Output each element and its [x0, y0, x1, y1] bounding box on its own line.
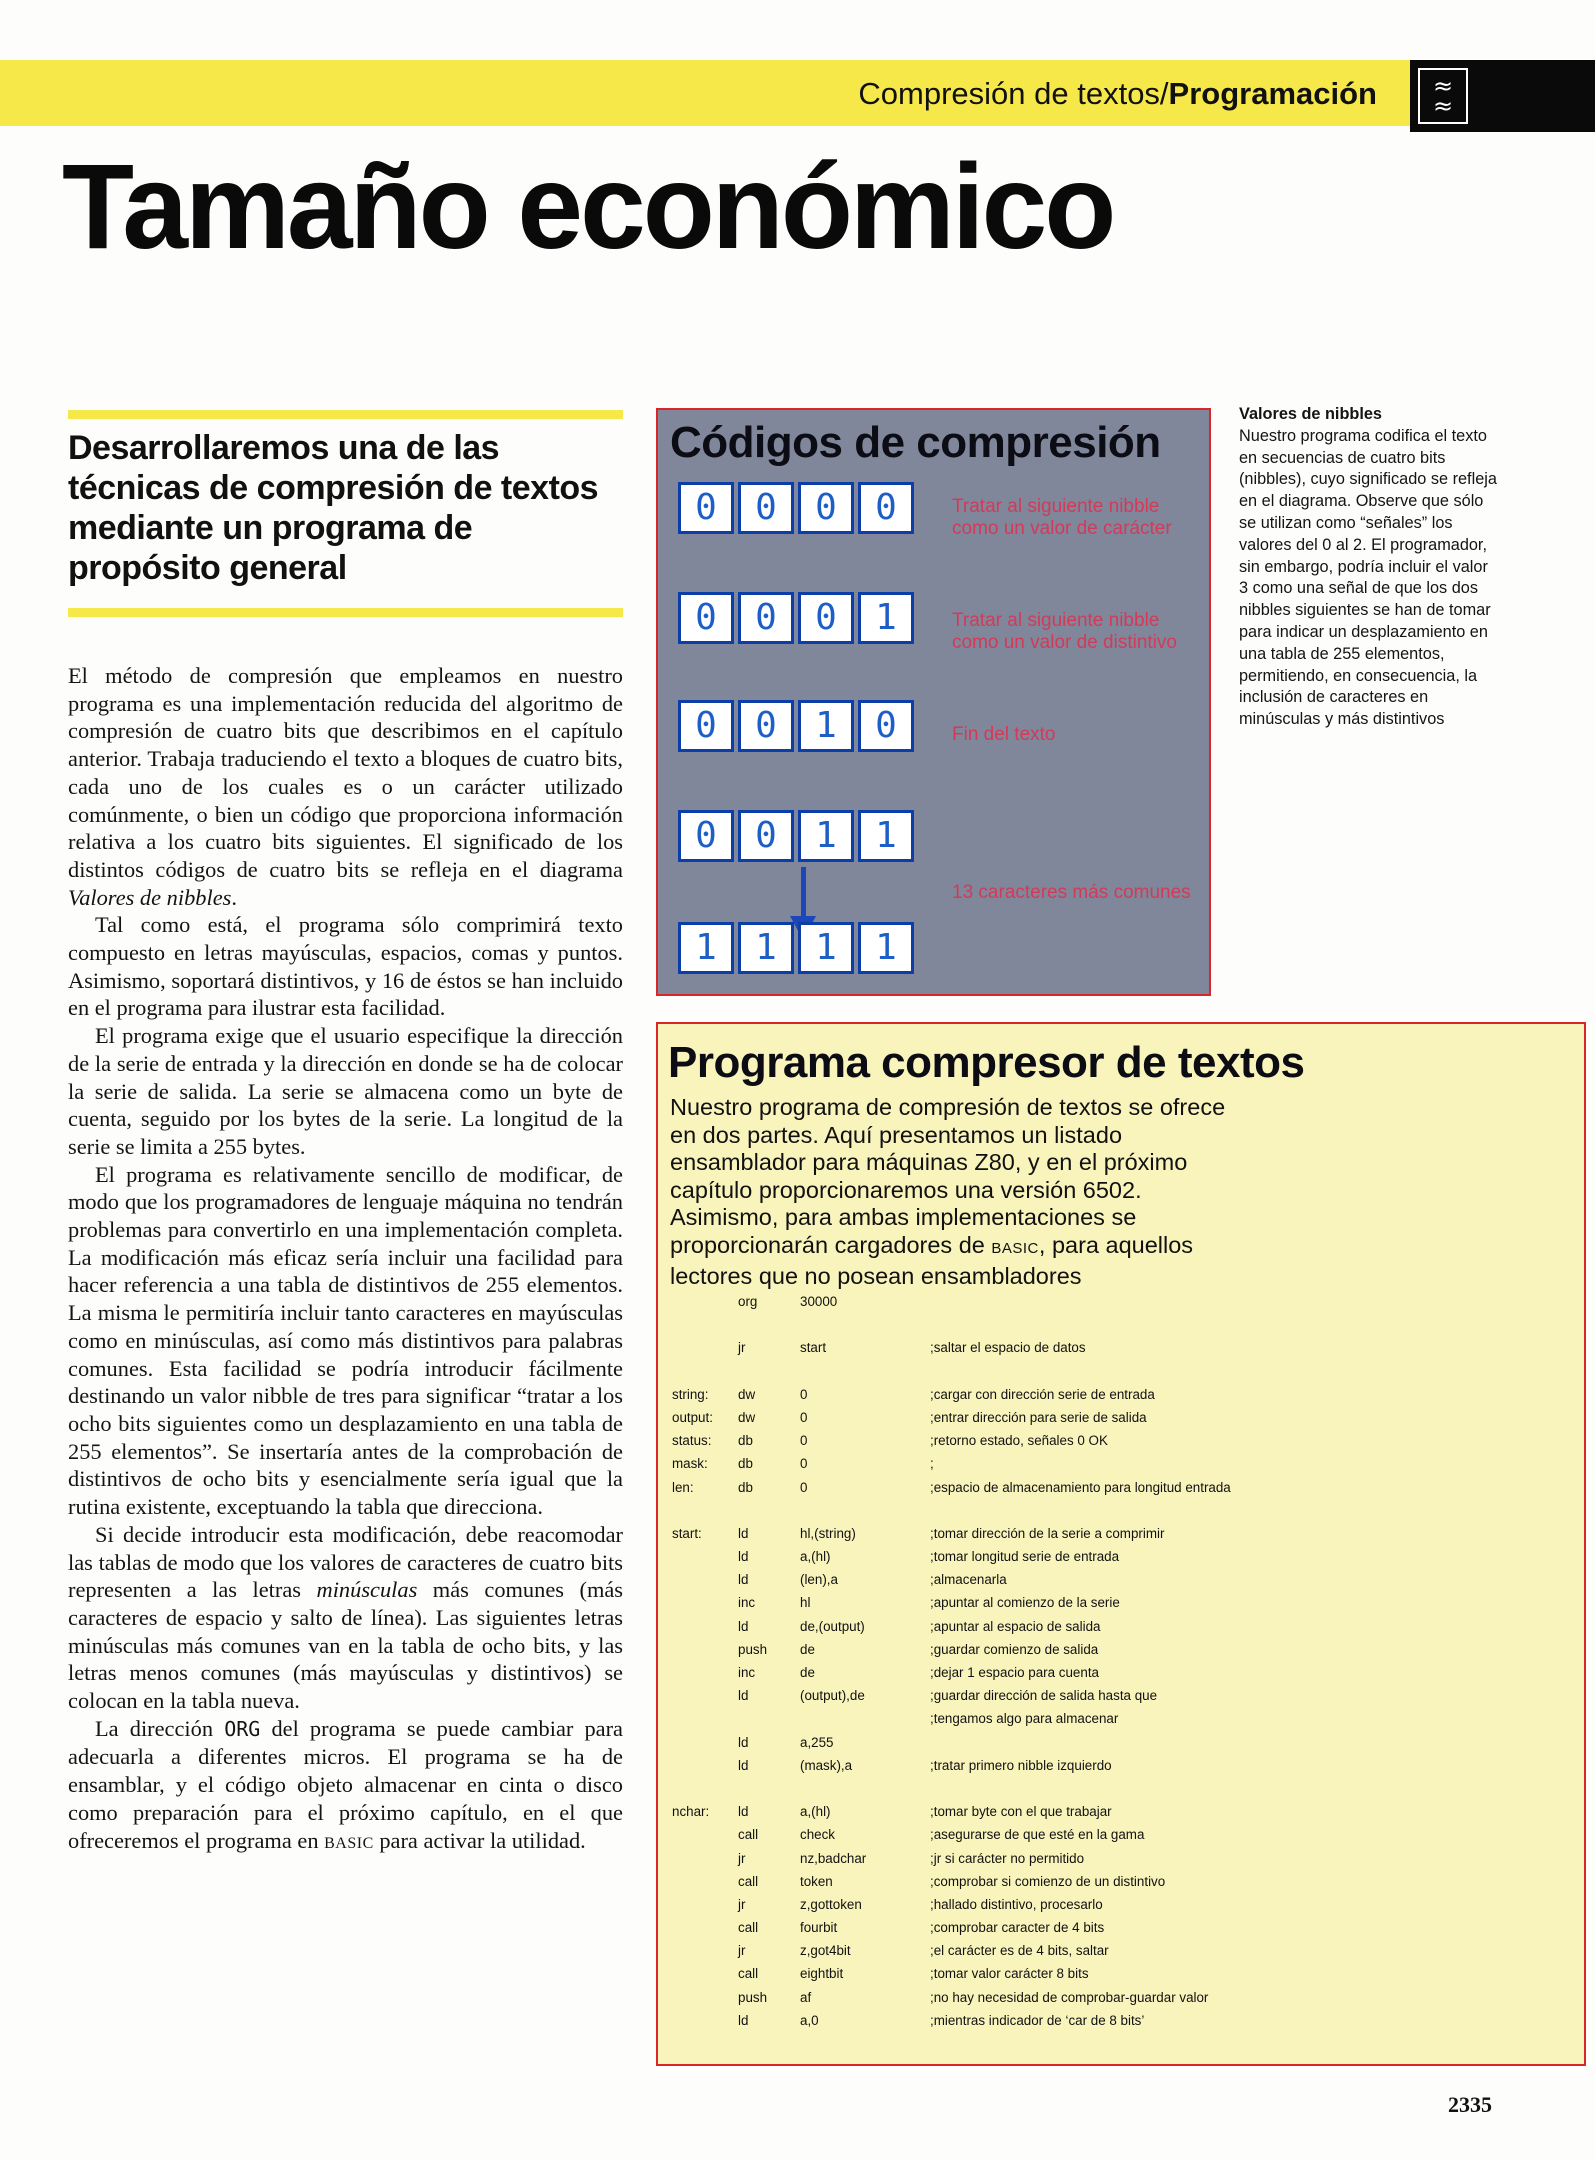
nibble-bit: 0 — [678, 810, 734, 862]
listing-line — [672, 1851, 1370, 1874]
series-logo-icon: ≈ ≈ — [1418, 68, 1468, 124]
listing-label: mask: — [672, 1456, 708, 1472]
listing-comment: ;entrar dirección para serie de salida — [930, 1409, 1147, 1425]
listing-comment — [930, 1503, 1370, 1526]
program-title: Programa compresor de textos — [668, 1038, 1305, 1087]
listing-operand: 0 — [800, 1479, 808, 1495]
standfirst: Desarrollaremos una de las técnicas de compresión de textos mediante un programa de propósito general — [68, 429, 599, 587]
listing-comment: ;tomar longitud serie de entrada — [930, 1549, 1120, 1565]
listing-comment: ;apuntar al espacio de salida — [930, 1618, 1101, 1634]
listing-operand — [800, 1711, 930, 1734]
listing-comment — [930, 1364, 1370, 1387]
nibble-label: Tratar al siguiente nibble como un valor de distintivo — [952, 610, 1177, 653]
nibble-label: 13 caracteres más comunes — [952, 882, 1191, 903]
nibble-bit: 1 — [678, 922, 734, 974]
nibble-bit: 1 — [858, 922, 914, 974]
listing-operand: (output),de — [800, 1688, 865, 1704]
listing-line — [672, 1364, 1370, 1387]
listing-label — [672, 1340, 738, 1363]
listing-line — [672, 1595, 1370, 1618]
listing-operand — [800, 1503, 930, 1526]
listing-line — [672, 1549, 1370, 1572]
listing-operand: token — [800, 1873, 833, 1889]
listing-comment: ;guardar dirección de salida hasta que — [930, 1688, 1158, 1704]
listing-label — [672, 1595, 738, 1618]
listing-comment: ;almacenarla — [930, 1572, 1007, 1588]
listing-opcode: ld — [738, 1757, 749, 1773]
listing-line — [672, 2013, 1370, 2036]
section-name: Compresión de textos/ — [858, 76, 1169, 111]
program-intro: Nuestro programa de compresión de textos se ofrece en dos partes. Aquí presentamos un listado ensamblador para máquinas Z80, y en el próximo capítulo proporcionaremos una versión 6502. Asimismo, para ambas implementaciones se proporcionarán cargadores de BASIC, para aquellos lectores que no posean ensambladores — [670, 1094, 1226, 1289]
standfirst-rule-bottom — [68, 608, 623, 617]
listing-comment: ;espacio de almacenamiento para longitud entrada — [930, 1479, 1231, 1495]
listing-line — [672, 1688, 1370, 1711]
listing-label — [672, 1619, 738, 1642]
listing-comment: ;tengamos algo para almacenar — [930, 1711, 1119, 1727]
listing-label: output: — [672, 1409, 713, 1425]
listing-comment: ;cargar con dirección serie de entrada — [930, 1386, 1155, 1402]
listing-line — [672, 1874, 1370, 1897]
listing-comment: ;jr si carácter no permitido — [930, 1850, 1085, 1866]
listing-label — [672, 1294, 738, 1317]
nibble-bit: 0 — [798, 592, 854, 644]
listing-label: string: — [672, 1386, 709, 1402]
listing-operand: (mask),a — [800, 1757, 853, 1773]
listing-line — [672, 1410, 1370, 1433]
listing-comment: ;dejar 1 espacio para cuenta — [930, 1665, 1099, 1680]
listing-opcode: inc — [738, 1665, 756, 1680]
listing-line — [672, 1781, 1370, 1804]
listing-line — [672, 1503, 1370, 1526]
listing-opcode — [738, 1364, 800, 1387]
listing-comment: ;guardar comienzo de salida — [930, 1641, 1099, 1657]
nibble-row — [678, 592, 914, 644]
nibble-bit: 0 — [738, 482, 794, 534]
listing-opcode — [738, 1781, 800, 1804]
listing-line — [672, 1665, 1370, 1688]
listing-opcode: jr — [738, 1896, 746, 1912]
body-paragraph: El programa exige que el usuario especifique la dirección de la serie de entrada y la dirección en donde se ha de colocar la serie de salida. La serie se almacena como un byte de cuenta, seguido por los bytes de la serie. La longitud de la serie se limita a 255 bytes. — [68, 1023, 623, 1159]
listing-operand: start — [800, 1340, 827, 1356]
listing-label — [672, 1665, 738, 1688]
listing-opcode: push — [738, 1641, 768, 1657]
listing-operand: 30000 — [800, 1294, 838, 1309]
listing-comment: ;mientras indicador de ‘car de 8 bits’ — [930, 2012, 1145, 2028]
body-paragraph: Si decide introducir esta modificación, debe reacomodar las tablas de modo que los valores de caracteres de cuatro bits representen a las letras minúsculas más comunes (más caracteres de espacio y salto de línea). Las siguientes letras minúsculas más comunes van en la tabla de ocho bits, y las letras menos comunes (más mayúsculas y distintivos) se colocan en la tabla nueva. — [68, 1521, 624, 1714]
listing-operand: z,got4bit — [800, 1943, 851, 1959]
standfirst-rule-top — [68, 410, 623, 419]
listing-opcode: ld — [738, 1734, 749, 1750]
listing-opcode: db — [738, 1433, 753, 1449]
listing-operand: z,gottoken — [800, 1896, 862, 1912]
listing-comment: ;hallado distintivo, procesarlo — [930, 1896, 1103, 1912]
listing-label — [672, 1503, 738, 1526]
listing-line — [672, 1433, 1370, 1456]
listing-label — [672, 1851, 738, 1874]
nibble-bit: 0 — [738, 700, 794, 752]
listing-operand — [800, 1781, 930, 1804]
listing-operand: 0 — [800, 1409, 808, 1425]
diagram-title: Códigos de compresión — [670, 418, 1161, 467]
body-paragraph: Tal como está, el programa sólo comprimirá texto compuesto en letras mayúsculas, espacios, comas y puntos. Asimismo, soportará distintivos, y 16 de éstos se han incluido en el programa para ilustrar esta facilidad. — [68, 912, 623, 1021]
listing-opcode: ld — [738, 1525, 749, 1541]
nibble-bit: 0 — [738, 592, 794, 644]
nibble-label: Tratar al siguiente nibble como un valor de carácter — [952, 496, 1172, 539]
listing-opcode: org — [738, 1294, 758, 1309]
listing-comment — [930, 1294, 1370, 1317]
listing-label — [672, 1990, 738, 2013]
listing-label — [672, 1827, 738, 1850]
listing-operand: a,(hl) — [800, 1549, 831, 1565]
listing-label — [672, 1549, 738, 1572]
listing-label — [672, 1758, 738, 1781]
page-title: Tamaño económico — [62, 139, 1114, 275]
listing-comment: ;retorno estado, señales 0 OK — [930, 1433, 1108, 1449]
listing-operand: 0 — [800, 1456, 808, 1472]
listing-operand: fourbit — [800, 1920, 838, 1936]
assembly-listing — [672, 1294, 1370, 2036]
program-box — [656, 1022, 1586, 2066]
listing-line — [672, 1619, 1370, 1642]
listing-operand: 0 — [800, 1433, 808, 1449]
listing-opcode: db — [738, 1456, 753, 1472]
listing-opcode — [738, 1317, 800, 1340]
page-number: 2335 — [1448, 2092, 1492, 2117]
section-title — [858, 76, 1377, 112]
section-category: Programación — [1168, 76, 1377, 111]
listing-operand: (len),a — [800, 1572, 838, 1588]
listing-line — [672, 1526, 1370, 1549]
listing-operand: de,(output) — [800, 1618, 865, 1634]
listing-line — [672, 1387, 1370, 1410]
diagram-caption — [1239, 404, 1501, 731]
listing-operand: af — [800, 1989, 812, 2005]
listing-comment: ;no hay necesidad de comprobar-guardar valor — [930, 1989, 1209, 2005]
listing-opcode: dw — [738, 1409, 756, 1425]
listing-label — [672, 1572, 738, 1595]
listing-comment — [930, 1781, 1370, 1804]
listing-comment: ;asegurarse de que esté en la gama — [930, 1827, 1145, 1843]
listing-opcode: ld — [738, 1572, 749, 1588]
listing-label — [672, 1943, 738, 1966]
listing-line — [672, 1897, 1370, 1920]
listing-operand: hl — [800, 1595, 811, 1611]
nibble-bit: 0 — [678, 700, 734, 752]
listing-operand: 0 — [800, 1386, 808, 1402]
listing-label: status: — [672, 1433, 712, 1449]
listing-opcode: call — [738, 1920, 759, 1936]
listing-line — [672, 1711, 1370, 1734]
listing-label — [672, 2013, 738, 2036]
listing-label: nchar: — [672, 1804, 710, 1820]
listing-line — [672, 1456, 1370, 1479]
listing-opcode: call — [738, 1873, 759, 1889]
listing-comment — [930, 1735, 1370, 1758]
nibble-bit: 1 — [798, 810, 854, 862]
listing-comment: ;saltar el espacio de datos — [930, 1340, 1086, 1356]
listing-operand: de — [800, 1641, 815, 1657]
nibble-bit: 1 — [798, 922, 854, 974]
listing-line — [672, 1572, 1370, 1595]
listing-operand: eightbit — [800, 1966, 844, 1982]
nibble-bit: 1 — [738, 922, 794, 974]
listing-operand: de — [800, 1665, 815, 1680]
listing-comment — [930, 1317, 1370, 1340]
listing-opcode: ld — [738, 1804, 749, 1820]
nibble-bit: 1 — [858, 810, 914, 862]
listing-comment: ;tomar valor carácter 8 bits — [930, 1966, 1089, 1982]
listing-line — [672, 1480, 1370, 1503]
listing-comment: ;comprobar caracter de 4 bits — [930, 1920, 1105, 1936]
listing-comment: ;tratar primero nibble izquierdo — [930, 1757, 1112, 1773]
listing-label — [672, 1317, 738, 1340]
listing-opcode: inc — [738, 1595, 756, 1611]
listing-opcode: ld — [738, 1688, 749, 1704]
listing-label — [672, 1966, 738, 1989]
listing-label — [672, 1897, 738, 1920]
listing-line — [672, 1642, 1370, 1665]
listing-label — [672, 1920, 738, 1943]
listing-line — [672, 1340, 1370, 1363]
nibble-bit: 0 — [678, 482, 734, 534]
listing-label — [672, 1711, 738, 1734]
caption-title: Valores de nibbles — [1239, 405, 1382, 423]
listing-opcode: ld — [738, 1549, 749, 1565]
listing-operand — [800, 1317, 930, 1340]
listing-operand: nz,badchar — [800, 1850, 867, 1866]
listing-opcode: jr — [738, 1340, 746, 1356]
listing-opcode: db — [738, 1479, 753, 1495]
listing-opcode: push — [738, 1989, 768, 2005]
nibble-bit: 0 — [678, 592, 734, 644]
listing-operand: a,0 — [800, 2012, 819, 2028]
nibble-row — [678, 482, 914, 534]
listing-opcode: ld — [738, 1618, 749, 1634]
body-text — [68, 662, 623, 1857]
listing-line — [672, 1804, 1370, 1827]
nibble-row — [678, 922, 914, 974]
listing-line — [672, 1827, 1370, 1850]
listing-comment: ;comprobar si comienzo de un distintivo — [930, 1873, 1166, 1889]
nibble-bit: 0 — [798, 482, 854, 534]
listing-comment: ;apuntar al comienzo de la serie — [930, 1595, 1120, 1611]
listing-label — [672, 1735, 738, 1758]
listing-label — [672, 1364, 738, 1387]
nibble-row — [678, 810, 914, 862]
listing-operand: a,255 — [800, 1734, 834, 1750]
listing-line — [672, 1966, 1370, 1989]
listing-label: start: — [672, 1525, 702, 1541]
listing-label — [672, 1781, 738, 1804]
listing-line — [672, 1294, 1370, 1317]
listing-label — [672, 1688, 738, 1711]
nibble-row — [678, 700, 914, 752]
listing-operand: check — [800, 1827, 835, 1843]
listing-line — [672, 1735, 1370, 1758]
listing-label: len: — [672, 1479, 694, 1495]
listing-line — [672, 1758, 1370, 1781]
listing-line — [672, 1943, 1370, 1966]
listing-label — [672, 1642, 738, 1665]
listing-comment: ;tomar dirección de la serie a comprimir — [930, 1525, 1165, 1541]
nibble-bit: 0 — [738, 810, 794, 862]
listing-operand: a,(hl) — [800, 1804, 831, 1820]
nibble-label: Fin del texto — [952, 724, 1056, 745]
listing-opcode — [738, 1503, 800, 1526]
nibble-bit: 0 — [858, 700, 914, 752]
listing-operand: hl,(string) — [800, 1525, 856, 1541]
listing-comment: ;tomar byte con el que trabajar — [930, 1804, 1112, 1820]
body-paragraph: El programa es relativamente sencillo de modificar, de modo que los programadores de lenguaje máquina no tendrán problemas para convertirlo en una implementación completa. La modificación más eficaz sería incluir una facilidad para hacer referencia a una tabla de distintivos de 255 elementos. La misma le permitiría incluir tanto caracteres en mayúsculas como en minúsculas, así como más distintivos para palabras comunes. Esta facilidad se podría introducir fácilmente destinando un valor nibble de tres para significar “tratar a los ocho bits siguientes como un desplazamiento en una tabla de 255 elementos”. Se insertaría antes de la comprobación de distintivos de ocho bits y esencialmente sería igual que la rutina existente, exceptuando la tabla que direcciona. — [68, 1161, 623, 1520]
listing-label — [672, 1874, 738, 1897]
nibble-bit: 0 — [858, 482, 914, 534]
listing-line — [672, 1990, 1370, 2013]
body-paragraph: El método de compresión que empleamos en nuestro programa es una implementación reducida del algoritmo de compresión de cuatro bits que describimos en el capítulo anterior. Trabaja traduciendo el texto a bloques de cuatro bits, cada uno de los cuales es o un carácter utilizado comúnmente, o bien un código que proporciona información relativa a los cuatro bits siguientes. El significado de los distintos códigos de cuatro bits se refleja en el diagrama Valores de nibbles. — [68, 663, 623, 910]
listing-opcode: call — [738, 1827, 759, 1843]
listing-opcode: ld — [738, 2012, 749, 2028]
nibble-bit: 1 — [798, 700, 854, 752]
listing-opcode: jr — [738, 1850, 746, 1866]
nibble-bit: 1 — [858, 592, 914, 644]
listing-opcode — [738, 1711, 800, 1734]
listing-opcode: dw — [738, 1386, 756, 1402]
compression-codes-diagram — [656, 408, 1211, 996]
listing-line — [672, 1317, 1370, 1340]
listing-opcode: call — [738, 1966, 759, 1982]
listing-comment: ;el carácter es de 4 bits, saltar — [930, 1943, 1109, 1959]
body-paragraph: La dirección ORG del programa se puede cambiar para adecuarla a diferentes micros. El programa se ha de ensamblar, y el código objeto almacenar en cinta o disco como preparación para el próximo capítulo, en el que ofreceremos el programa en BASIC para activar la utilidad. — [68, 1715, 623, 1853]
listing-line — [672, 1920, 1370, 1943]
listing-opcode: jr — [738, 1943, 746, 1959]
listing-operand — [800, 1364, 930, 1387]
caption-text: Nuestro programa codifica el texto en secuencias de cuatro bits (nibbles), cuyo significado se refleja en el diagrama. Observe que sólo se utilizan como “señales” los valores del 0 al 2. El programador, sin embargo, podría incluir el valor 3 como una señal de que los dos nibbles siguientes se han de tomar para indicar un desplazamiento en una tabla de 255 elementos, permitiendo, en consecuencia, la inclusión de caracteres en minúsculas y más distintivos — [1239, 426, 1497, 729]
listing-comment: ; — [930, 1456, 934, 1472]
